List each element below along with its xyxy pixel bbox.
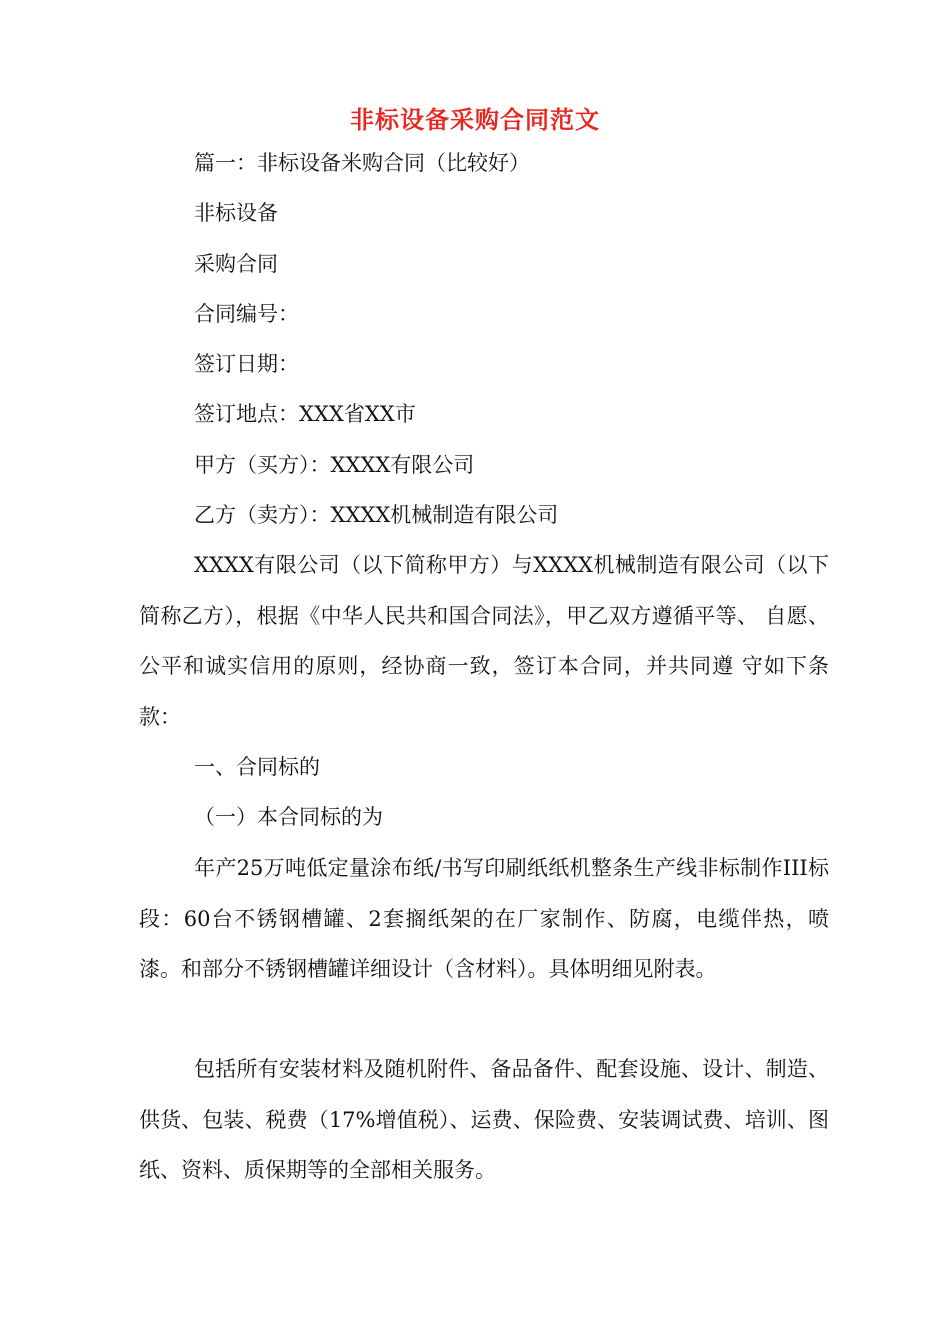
line-contract-number: 合同编号： bbox=[194, 302, 299, 326]
line-equipment: 非标设备 bbox=[194, 201, 278, 225]
paragraph-subject: 年产25万吨低定量涂布纸/书写印刷纸纸机整条生产线非标制作III标段：60台不锈钢槽罐、2套搁纸架的在厂家制作、防腐，电缆伴热，喷漆。和部分不锈钢槽罐详细设计（含材料）。具体明细见附表。 bbox=[139, 856, 829, 981]
section-heading: 一、合同标的 bbox=[194, 755, 320, 779]
paragraph-scope: 包括所有安装材料及随机附件、备品备件、配套设施、设计、制造、供货、包装、税费（17%增值税）、运费、保险费、安装调试费、培训、图纸、资料、质保期等的全部相关服务。 bbox=[139, 1057, 829, 1182]
paragraph-intro: XXXX有限公司（以下简称甲方）与XXXX机械制造有限公司（以下简称乙方），根据《中华人民共和国合同法》，甲乙双方遵循平等、 自愿、公平和诚实信用的原则，经协商一致，签订本合同，并共同遵 守如下条款： bbox=[139, 553, 829, 729]
line-contract: 采购合同 bbox=[194, 252, 278, 276]
subsection-heading: （一）本合同标的为 bbox=[194, 805, 383, 829]
line-party-b: 乙方（卖方）：XXXX机械制造有限公司 bbox=[194, 503, 559, 527]
line-sign-place: 签订地点：XXX省XX市 bbox=[194, 402, 416, 426]
document-title: 非标设备采购合同范文 bbox=[350, 105, 600, 134]
line-sign-date: 签订日期： bbox=[194, 352, 299, 376]
line-party-a: 甲方（买方）：XXXX有限公司 bbox=[194, 453, 475, 477]
chapter-heading: 篇一：非标设备米购合同（比较好） bbox=[194, 151, 530, 175]
